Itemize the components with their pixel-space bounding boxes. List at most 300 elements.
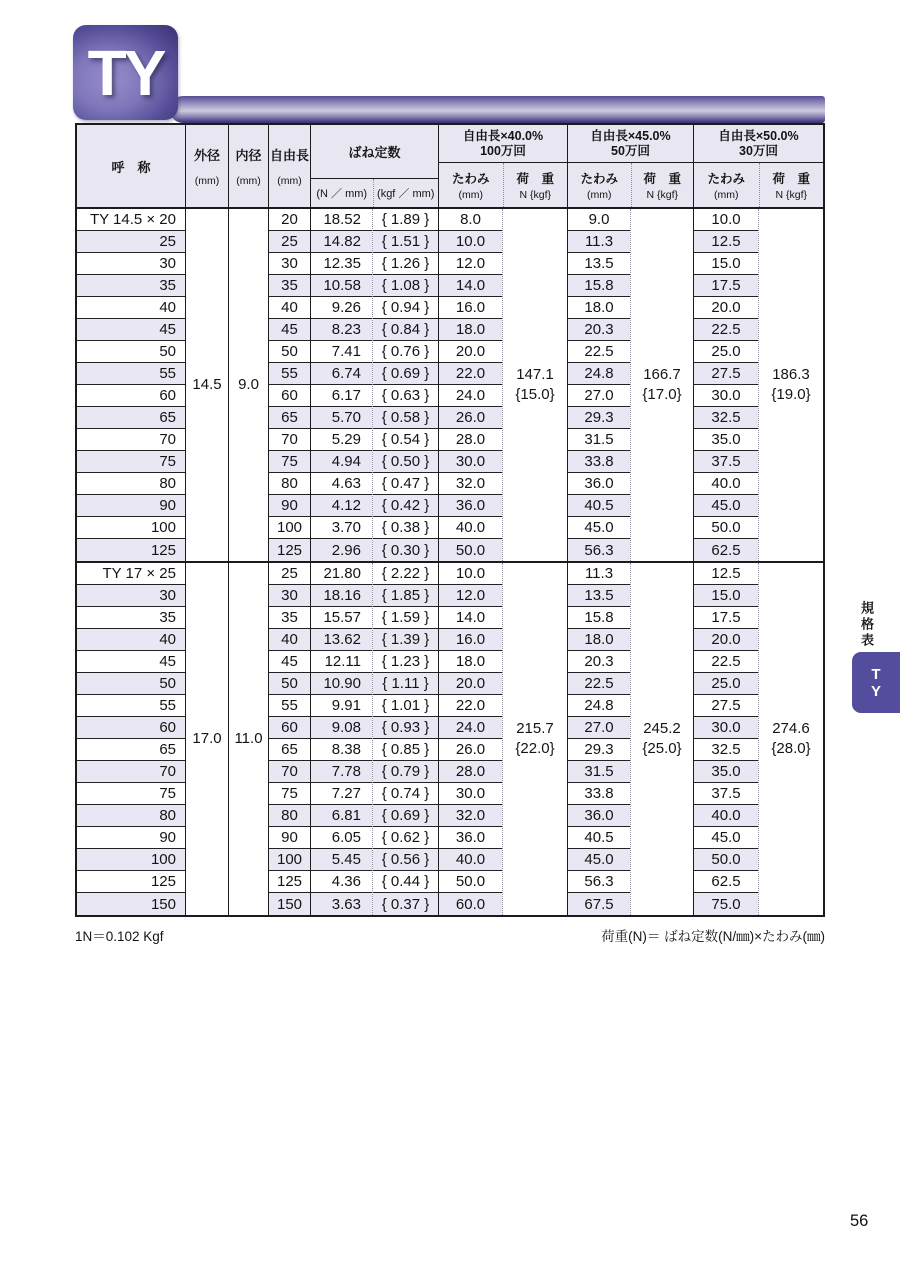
table-cell: 40	[269, 297, 310, 319]
table-cell: 4.12	[311, 495, 372, 517]
table-cell: 12.0	[439, 585, 502, 607]
load-kgf: {15.0}	[515, 386, 555, 403]
load-value	[503, 209, 567, 561]
table-cell: { 1.01 }	[373, 695, 438, 717]
side-tab-line1: T	[871, 665, 881, 683]
table-cell: 56.3	[568, 871, 630, 893]
table-cell: 28.0	[439, 761, 502, 783]
table-cell: 10.90	[311, 673, 372, 695]
table-cell: { 0.47 }	[373, 473, 438, 495]
table-cell: 55	[269, 695, 310, 717]
merged-text: 17.0	[192, 730, 222, 747]
table-cell: 36.0	[439, 495, 502, 517]
table-cell: 60	[77, 717, 185, 739]
table-cell: { 1.51 }	[373, 231, 438, 253]
table-cell: 45.0	[694, 495, 758, 517]
table-cell: 37.5	[694, 783, 758, 805]
table-cell: 125	[269, 539, 310, 561]
table-cell: { 1.89 }	[373, 209, 438, 231]
table-cell: { 0.38 }	[373, 517, 438, 539]
deflection-50-column	[693, 563, 758, 915]
header-spring-constant-label: ばね定数	[311, 125, 438, 179]
table-cell: { 1.23 }	[373, 651, 438, 673]
table-cell: 13.5	[568, 585, 630, 607]
load-n: 166.7	[643, 366, 681, 383]
table-cell: 29.3	[568, 407, 630, 429]
spring-constant-n-column	[310, 209, 372, 561]
table-cell: 45	[77, 319, 185, 341]
table-group-0	[77, 209, 823, 563]
table-cell: 4.94	[311, 451, 372, 473]
table-cell: 12.11	[311, 651, 372, 673]
table-cell: 12.35	[311, 253, 372, 275]
load-value	[503, 563, 567, 915]
merged-text: 14.5	[192, 376, 222, 393]
header-deflection-40: たわみ (mm)	[451, 172, 490, 201]
table-cell: 6.81	[311, 805, 372, 827]
table-cell: 9.08	[311, 717, 372, 739]
table-cell: 35.0	[694, 761, 758, 783]
table-cell: { 1.85 }	[373, 585, 438, 607]
table-cell: 40	[77, 629, 185, 651]
side-tab-line2: Y	[870, 682, 881, 700]
table-cell: 26.0	[439, 739, 502, 761]
table-cell: 32.5	[694, 407, 758, 429]
table-cell: 10.58	[311, 275, 372, 297]
table-cell: 75	[77, 783, 185, 805]
table-group-1	[77, 563, 823, 915]
header-deflection-45: たわみ (mm)	[580, 172, 618, 201]
load-n: 186.3	[772, 366, 810, 383]
table-cell: 4.36	[311, 871, 372, 893]
table-cell: 25	[269, 231, 310, 253]
table-cell: 30	[77, 253, 185, 275]
load-n: 274.6	[772, 720, 810, 737]
header-spring-constant	[310, 125, 438, 207]
table-cell: 40.5	[568, 495, 630, 517]
table-cell: 15.0	[694, 253, 758, 275]
table-cell: 8.38	[311, 739, 372, 761]
table-cell: { 0.69 }	[373, 805, 438, 827]
load-kgf: {25.0}	[642, 740, 682, 757]
table-cell: 150	[77, 893, 185, 915]
table-cell: { 0.44 }	[373, 871, 438, 893]
table-cell: 20.0	[694, 297, 758, 319]
table-cell: 9.0	[568, 209, 630, 231]
header-n-per-mm: (N ／ mm)	[316, 188, 368, 200]
table-cell: { 2.22 }	[373, 563, 438, 585]
inner-dia-cell	[228, 209, 268, 561]
table-cell: 6.74	[311, 363, 372, 385]
table-cell: 36.0	[568, 805, 630, 827]
table-cell: 100	[77, 849, 185, 871]
table-cell: 80	[77, 473, 185, 495]
table-cell: 12.0	[439, 253, 502, 275]
table-cell: 90	[77, 827, 185, 849]
table-cell: 15.0	[694, 585, 758, 607]
table-cell: 33.8	[568, 451, 630, 473]
table-cell: 60.0	[439, 893, 502, 915]
table-cell: 14.0	[439, 275, 502, 297]
table-cell: 33.8	[568, 783, 630, 805]
table-cell: 12.5	[694, 231, 758, 253]
merged-text: 11.0	[234, 730, 263, 747]
header-free-length	[268, 125, 310, 207]
table-cell: 90	[269, 495, 310, 517]
table-cell: 16.0	[439, 629, 502, 651]
table-cell: 22.5	[568, 673, 630, 695]
table-cell: 14.0	[439, 607, 502, 629]
table-cell: 7.78	[311, 761, 372, 783]
table-cell: { 0.74 }	[373, 783, 438, 805]
table-cell: 90	[269, 827, 310, 849]
table-cell: { 1.39 }	[373, 629, 438, 651]
table-cell: 45	[269, 651, 310, 673]
page-number: 56	[850, 1212, 869, 1230]
header-group-40	[438, 125, 567, 207]
table-cell: 16.0	[439, 297, 502, 319]
merged-value	[229, 209, 268, 561]
table-cell: 28.0	[439, 429, 502, 451]
table-cell: 62.5	[694, 871, 758, 893]
table-cell: 18.0	[439, 651, 502, 673]
header-group-40-title: 自由長×40.0% 100万回	[439, 125, 567, 163]
table-cell: 25.0	[694, 673, 758, 695]
header-name-label: 呼 称	[111, 159, 151, 175]
table-cell: 29.3	[568, 739, 630, 761]
deflection-50-column	[693, 209, 758, 561]
table-cell: 22.5	[568, 341, 630, 363]
merged-value	[186, 563, 228, 915]
table-cell: 100	[77, 517, 185, 539]
table-cell: { 0.62 }	[373, 827, 438, 849]
load-40-cell	[502, 209, 567, 561]
table-cell: 65	[77, 739, 185, 761]
table-cell: 18.0	[568, 629, 630, 651]
table-cell: 27.5	[694, 363, 758, 385]
table-cell: 45	[77, 651, 185, 673]
header-outer-dia-unit: (mm)	[194, 175, 220, 187]
table-cell: 75	[269, 451, 310, 473]
table-cell: TY 17 × 25	[77, 563, 185, 585]
load-50-cell	[758, 209, 823, 561]
table-cell: 20.3	[568, 651, 630, 673]
table-cell: { 0.76 }	[373, 341, 438, 363]
header-free-length-unit: (mm)	[277, 175, 302, 187]
series-logo	[73, 25, 178, 120]
table-cell: 17.5	[694, 275, 758, 297]
merged-value	[229, 563, 268, 915]
table-cell: 40.0	[439, 849, 502, 871]
table-cell: { 1.11 }	[373, 673, 438, 695]
table-cell: 50	[269, 673, 310, 695]
table-cell: 10.0	[694, 209, 758, 231]
table-cell: 27.0	[568, 385, 630, 407]
table-cell: 45	[269, 319, 310, 341]
table-cell: 35.0	[694, 429, 758, 451]
table-cell: 7.27	[311, 783, 372, 805]
table-cell: 15.8	[568, 607, 630, 629]
table-cell: 37.5	[694, 451, 758, 473]
table-cell: { 1.08 }	[373, 275, 438, 297]
table-cell: 100	[269, 517, 310, 539]
table-cell: 12.5	[694, 563, 758, 585]
table-cell: 75	[77, 451, 185, 473]
table-cell: 21.80	[311, 563, 372, 585]
table-cell: 22.0	[439, 363, 502, 385]
table-cell: 6.05	[311, 827, 372, 849]
table-cell: { 1.26 }	[373, 253, 438, 275]
table-cell: 65	[77, 407, 185, 429]
header-group-50-title: 自由長×50.0% 30万回	[694, 125, 823, 163]
table-cell: 9.91	[311, 695, 372, 717]
merged-text: 9.0	[238, 376, 259, 393]
spring-constant-n-column	[310, 563, 372, 915]
table-cell: 20.0	[439, 673, 502, 695]
table-cell: 150	[269, 893, 310, 915]
table-cell: 20	[269, 209, 310, 231]
header-name	[77, 125, 185, 207]
table-cell: 30.0	[439, 783, 502, 805]
table-cell: 70	[269, 429, 310, 451]
table-cell: 10.0	[439, 231, 502, 253]
table-cell: 5.29	[311, 429, 372, 451]
table-cell: 60	[77, 385, 185, 407]
table-cell: 35	[269, 275, 310, 297]
table-cell: 30	[269, 253, 310, 275]
header-outer-dia	[185, 125, 228, 207]
table-cell: { 0.85 }	[373, 739, 438, 761]
outer-dia-cell	[185, 563, 228, 915]
header-group-50	[693, 125, 823, 207]
table-cell: 50.0	[439, 871, 502, 893]
table-cell: 17.5	[694, 607, 758, 629]
table-cell: 20.3	[568, 319, 630, 341]
table-cell: 125	[77, 871, 185, 893]
table-cell: 5.70	[311, 407, 372, 429]
table-cell: 50	[77, 673, 185, 695]
table-cell: 30.0	[694, 385, 758, 407]
table-cell: 31.5	[568, 429, 630, 451]
table-cell: 13.5	[568, 253, 630, 275]
table-cell: 31.5	[568, 761, 630, 783]
table-cell: 36.0	[439, 827, 502, 849]
name-column	[77, 209, 185, 561]
free-length-column	[268, 563, 310, 915]
series-logo-text: TY	[87, 36, 164, 109]
table-cell: 62.5	[694, 539, 758, 561]
side-tab-ty	[852, 652, 900, 713]
header-deflection-50: たわみ (mm)	[707, 172, 745, 201]
table-cell: 50.0	[694, 517, 758, 539]
spec-table	[75, 123, 825, 917]
load-value	[759, 563, 823, 915]
table-cell: 18.0	[439, 319, 502, 341]
footnote-conversion: 1N＝0.102 Kgf	[75, 929, 164, 944]
spring-constant-kgf-column	[372, 209, 438, 561]
table-cell: 9.26	[311, 297, 372, 319]
name-column	[77, 563, 185, 915]
load-value	[631, 209, 693, 561]
table-cell: 22.0	[439, 695, 502, 717]
table-cell: 25	[77, 231, 185, 253]
table-cell: 32.0	[439, 805, 502, 827]
table-cell: 24.0	[439, 717, 502, 739]
free-length-column	[268, 209, 310, 561]
table-cell: 40	[77, 297, 185, 319]
table-cell: 30	[269, 585, 310, 607]
table-cell: 20.0	[439, 341, 502, 363]
table-cell: 4.63	[311, 473, 372, 495]
load-n: 245.2	[643, 720, 681, 737]
header-load-45: 荷 重 N {kgf}	[631, 163, 694, 207]
table-cell: { 1.59 }	[373, 607, 438, 629]
load-40-cell	[502, 563, 567, 915]
table-header	[77, 125, 823, 209]
deflection-45-column	[567, 563, 630, 915]
table-cell: 8.0	[439, 209, 502, 231]
table-cell: 8.23	[311, 319, 372, 341]
load-50-cell	[758, 563, 823, 915]
table-cell: 32.5	[694, 739, 758, 761]
table-cell: 2.96	[311, 539, 372, 561]
table-cell: 55	[269, 363, 310, 385]
table-cell: 27.5	[694, 695, 758, 717]
table-cell: 90	[77, 495, 185, 517]
inner-dia-cell	[228, 563, 268, 915]
table-cell: 22.5	[694, 651, 758, 673]
table-cell: 60	[269, 385, 310, 407]
table-cell: 24.8	[568, 363, 630, 385]
table-cell: 35	[77, 275, 185, 297]
table-cell: { 0.30 }	[373, 539, 438, 561]
table-cell: { 0.79 }	[373, 761, 438, 783]
table-cell: TY 14.5 × 20	[77, 209, 185, 231]
outer-dia-cell	[185, 209, 228, 561]
table-cell: 60	[269, 717, 310, 739]
table-cell: 11.3	[568, 563, 630, 585]
table-cell: 55	[77, 363, 185, 385]
table-cell: 24.8	[568, 695, 630, 717]
header-inner-dia	[228, 125, 268, 207]
table-cell: 36.0	[568, 473, 630, 495]
header-load-40: 荷 重 N {kgf}	[503, 163, 568, 207]
table-cell: { 0.54 }	[373, 429, 438, 451]
load-45-cell	[630, 209, 693, 561]
table-cell: 65	[269, 407, 310, 429]
table-cell: 27.0	[568, 717, 630, 739]
table-cell: 40.0	[439, 517, 502, 539]
footnote-formula: 荷重(N)＝ ばね定数(N/㎜)×たわみ(㎜)	[601, 929, 825, 944]
spring-constant-kgf-column	[372, 563, 438, 915]
table-cell: 125	[77, 539, 185, 561]
table-cell: 40.0	[694, 805, 758, 827]
table-cell: 75	[269, 783, 310, 805]
merged-value	[186, 209, 228, 561]
header-kgf-per-mm: (kgf ／ mm)	[373, 179, 438, 207]
header-inner-dia-unit: (mm)	[236, 175, 261, 187]
table-cell: { 0.69 }	[373, 363, 438, 385]
load-kgf: {19.0}	[771, 386, 811, 403]
table-cell: 22.5	[694, 319, 758, 341]
table-cell: 40.0	[694, 473, 758, 495]
table-cell: 35	[269, 607, 310, 629]
table-cell: 14.82	[311, 231, 372, 253]
table-cell: 18.52	[311, 209, 372, 231]
table-body	[77, 209, 823, 915]
table-cell: 40.5	[568, 827, 630, 849]
table-cell: { 0.93 }	[373, 717, 438, 739]
deflection-40-column	[438, 563, 502, 915]
header-inner-dia-label: 内径	[235, 148, 262, 163]
table-cell: 5.45	[311, 849, 372, 871]
table-cell: 65	[269, 739, 310, 761]
load-kgf: {17.0}	[642, 386, 682, 403]
table-cell: { 0.63 }	[373, 385, 438, 407]
table-cell: 50	[269, 341, 310, 363]
table-cell: 3.63	[311, 893, 372, 915]
table-cell: 32.0	[439, 473, 502, 495]
load-value	[759, 209, 823, 561]
table-cell: 125	[269, 871, 310, 893]
table-cell: 75.0	[694, 893, 758, 915]
footnotes	[75, 925, 825, 945]
header-group-45	[567, 125, 693, 207]
load-kgf: {22.0}	[515, 740, 555, 757]
table-cell: 18.0	[568, 297, 630, 319]
table-cell: 11.3	[568, 231, 630, 253]
side-section-label: 規格表	[859, 601, 874, 649]
table-cell: 45.0	[568, 849, 630, 871]
table-cell: 50	[77, 341, 185, 363]
load-kgf: {28.0}	[771, 740, 811, 757]
table-cell: { 0.58 }	[373, 407, 438, 429]
table-cell: 67.5	[568, 893, 630, 915]
load-45-cell	[630, 563, 693, 915]
table-cell: 26.0	[439, 407, 502, 429]
table-cell: 30.0	[694, 717, 758, 739]
table-cell: { 0.84 }	[373, 319, 438, 341]
table-cell: { 0.37 }	[373, 893, 438, 915]
table-cell: 13.62	[311, 629, 372, 651]
table-cell: 70	[77, 761, 185, 783]
table-cell: { 0.50 }	[373, 451, 438, 473]
header-load-50: 荷 重 N {kgf}	[759, 163, 824, 207]
table-cell: 35	[77, 607, 185, 629]
header-group-45-title: 自由長×45.0% 50万回	[568, 125, 693, 163]
load-value	[631, 563, 693, 915]
table-cell: 70	[269, 761, 310, 783]
header-free-length-label: 自由長	[269, 148, 309, 163]
table-cell: 30.0	[439, 451, 502, 473]
accent-bar	[170, 96, 825, 123]
table-cell: { 0.42 }	[373, 495, 438, 517]
table-cell: 80	[269, 805, 310, 827]
table-cell: 80	[77, 805, 185, 827]
table-cell: 45.0	[568, 517, 630, 539]
table-cell: 6.17	[311, 385, 372, 407]
table-cell: 24.0	[439, 385, 502, 407]
table-cell: 56.3	[568, 539, 630, 561]
table-cell: 40	[269, 629, 310, 651]
table-cell: 18.16	[311, 585, 372, 607]
table-cell: 7.41	[311, 341, 372, 363]
table-cell: 25	[269, 563, 310, 585]
table-cell: 55	[77, 695, 185, 717]
table-cell: { 0.56 }	[373, 849, 438, 871]
load-n: 147.1	[516, 366, 554, 383]
load-n: 215.7	[516, 720, 554, 737]
